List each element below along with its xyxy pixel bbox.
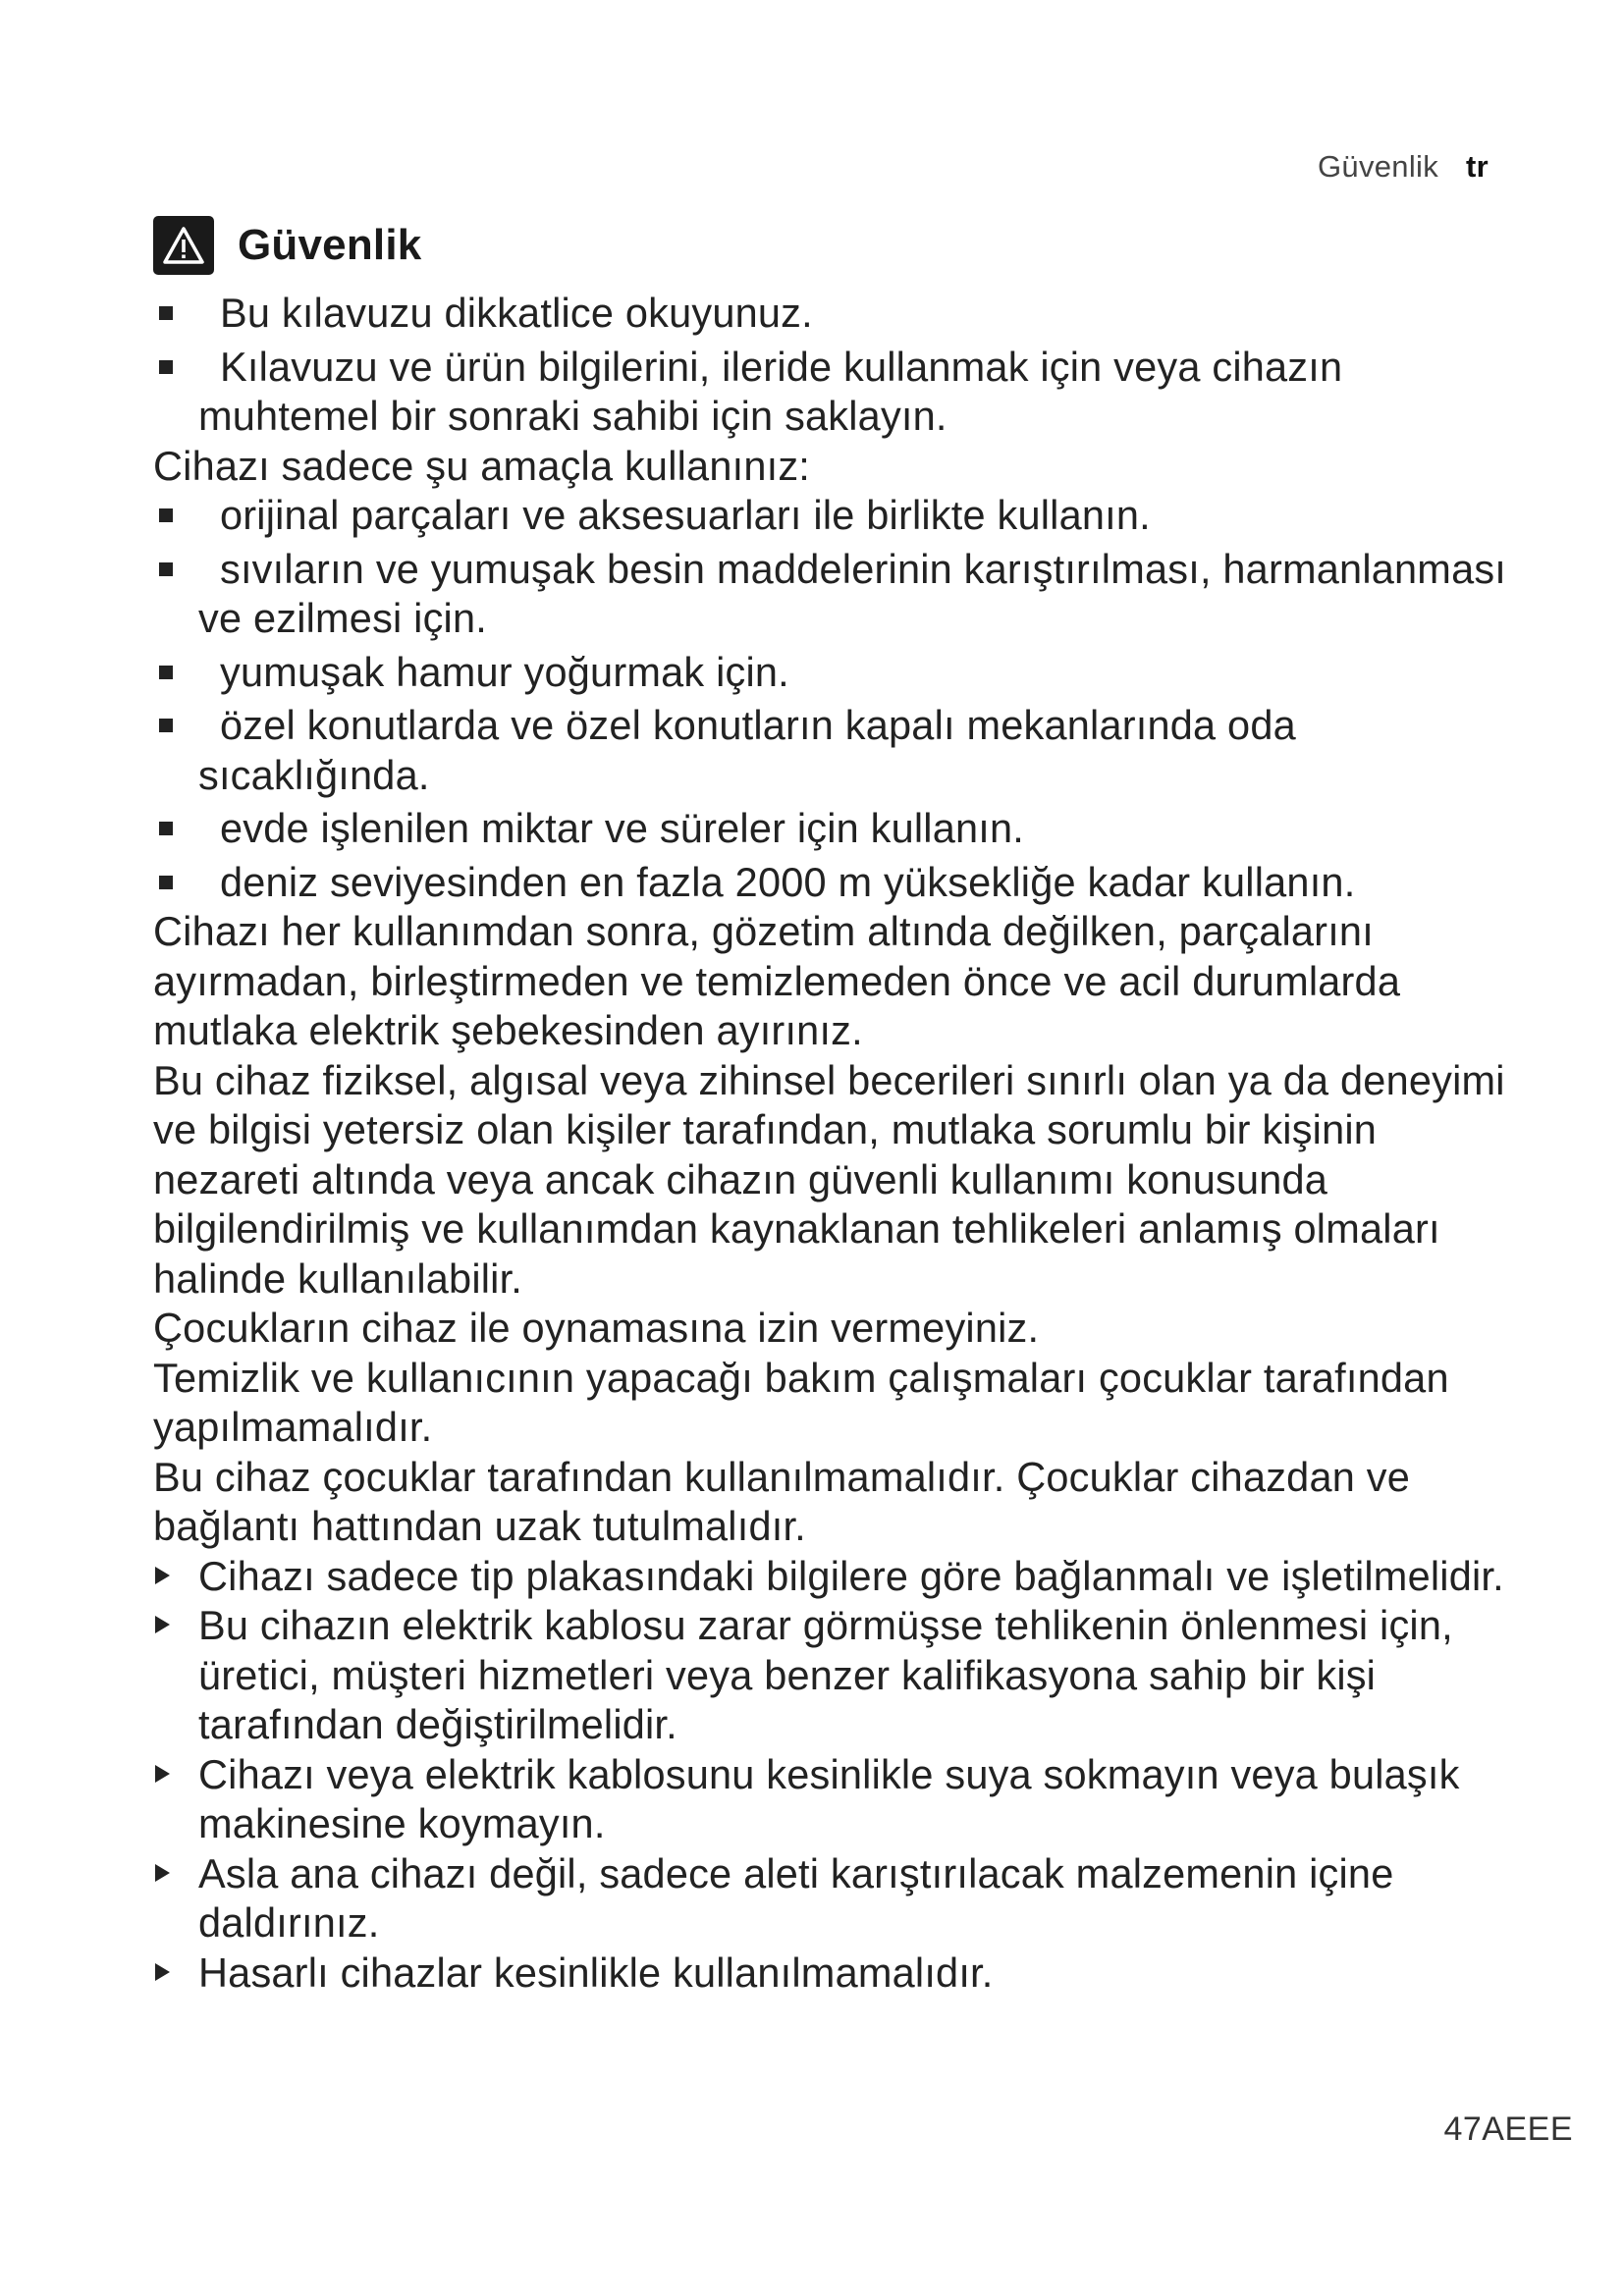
page-title: Güvenlik xyxy=(238,220,422,269)
instruction-text: Bu cihazın elektrik kablosu zarar görmüşse tehlikenin önlenmesi için, üretici, müşteri hizmetleri veya benzer kalifikasyona sahip bir kişi tarafından değiştirilmelidir. xyxy=(198,1602,1453,1747)
running-head xyxy=(1318,149,1489,185)
list-item xyxy=(153,858,1508,908)
instruction-text: Asla ana cihazı değil, sadece aleti karıştırılacak malzemenin içine daldırınız. xyxy=(198,1849,1394,1946)
running-head-section: Güvenlik xyxy=(1317,149,1438,184)
paragraph: Bu cihaz çocuklar tarafından kullanılmamalıdır. Çocuklar cihazdan ve bağlantı hattından uzak tutulmalıdır. xyxy=(153,1453,1410,1549)
instruction-text: Hasarlı cihazlar kesinlikle kullanılmamalıdır. xyxy=(198,1949,994,1996)
section-heading xyxy=(153,214,1508,277)
instruction-text: Cihazı veya elektrik kablosunu kesinlikle suya sokmayın veya bulaşık makinesine koymayın. xyxy=(198,1750,1460,1846)
instruction-item xyxy=(153,1552,1508,1602)
arrow-right-icon xyxy=(155,1616,170,1633)
instruction-item xyxy=(153,1849,1508,1949)
list-item-text: özel konutlarda ve özel konutların kapalı mekanlarında oda sıcaklığında. xyxy=(198,702,1296,798)
list-item xyxy=(153,648,1508,698)
list-item-text: Kılavuzu ve ürün bilgilerini, ileride kullanmak için veya cihazın muhtemel bir sonraki sahibi için saklayın. xyxy=(198,343,1343,439)
arrow-right-icon xyxy=(155,1765,170,1783)
list-item xyxy=(153,701,1508,800)
list-item-text: Bu kılavuzu dikkatlice okuyunuz. xyxy=(220,290,813,336)
list-item xyxy=(153,804,1508,854)
paragraph: Temizlik ve kullanıcının yapacağı bakım çalışmaları çocuklar tarafından yapılmamalıdır. xyxy=(153,1354,1449,1450)
warning-triangle-icon xyxy=(153,216,214,275)
running-head-lang: tr xyxy=(1466,149,1489,184)
arrow-right-icon xyxy=(155,1567,170,1584)
instruction-item xyxy=(153,1750,1508,1849)
paragraph: Bu cihaz fiziksel, algısal veya zihinsel becerileri sınırlı olan ya da deneyimi ve bilgisi yetersiz olan kişiler tarafından, mutlaka sorumlu bir kişinin nezareti altında veya ancak cihazın güvenli kullanımı konusunda bilgilendirilmiş ve kullanımdan kaynaklanan tehlikeleri anlamış olmaları halinde kullanılabilir. xyxy=(153,1056,1505,1302)
document-body xyxy=(153,214,1508,1998)
list-item-text: yumuşak hamur yoğurmak için. xyxy=(220,648,789,695)
usage-intro: Cihazı sadece şu amaçla kullanınız: xyxy=(153,442,811,489)
arrow-right-icon xyxy=(155,1963,170,1981)
instruction-item xyxy=(153,1601,1508,1750)
footer-code: 47AEEE xyxy=(1443,2110,1573,2148)
list-item-text: sıvıların ve yumuşak besin maddelerinin karıştırılması, harmanlanması ve ezilmesi için. xyxy=(198,545,1507,641)
instruction-item xyxy=(153,1949,1508,1999)
paragraph: Cihazı her kullanımdan sonra, gözetim altında değilken, parçalarını ayırmadan, birleştirmeden ve temizlemeden önce ve acil durumlarda mutlaka elektrik şebekesinden ayırınız. xyxy=(153,908,1401,1053)
list-item-text: deniz seviyesinden en fazla 2000 m yüksekliğe kadar kullanın. xyxy=(220,858,1356,905)
list-item-text: evde işlenilen miktar ve süreler için kullanın. xyxy=(220,805,1025,851)
instruction-text: Cihazı sadece tip plakasındaki bilgilere göre bağlanmalı ve işletilmelidir. xyxy=(198,1552,1504,1599)
list-item xyxy=(153,545,1508,644)
list-item-text: orijinal parçaları ve aksesuarları ile birlikte kullanın. xyxy=(220,492,1151,538)
list-item xyxy=(153,491,1508,541)
paragraph: Çocukların cihaz ile oynamasına izin vermeyiniz. xyxy=(153,1305,1040,1351)
list-item xyxy=(153,343,1508,442)
arrow-right-icon xyxy=(155,1864,170,1882)
list-item xyxy=(153,289,1508,339)
